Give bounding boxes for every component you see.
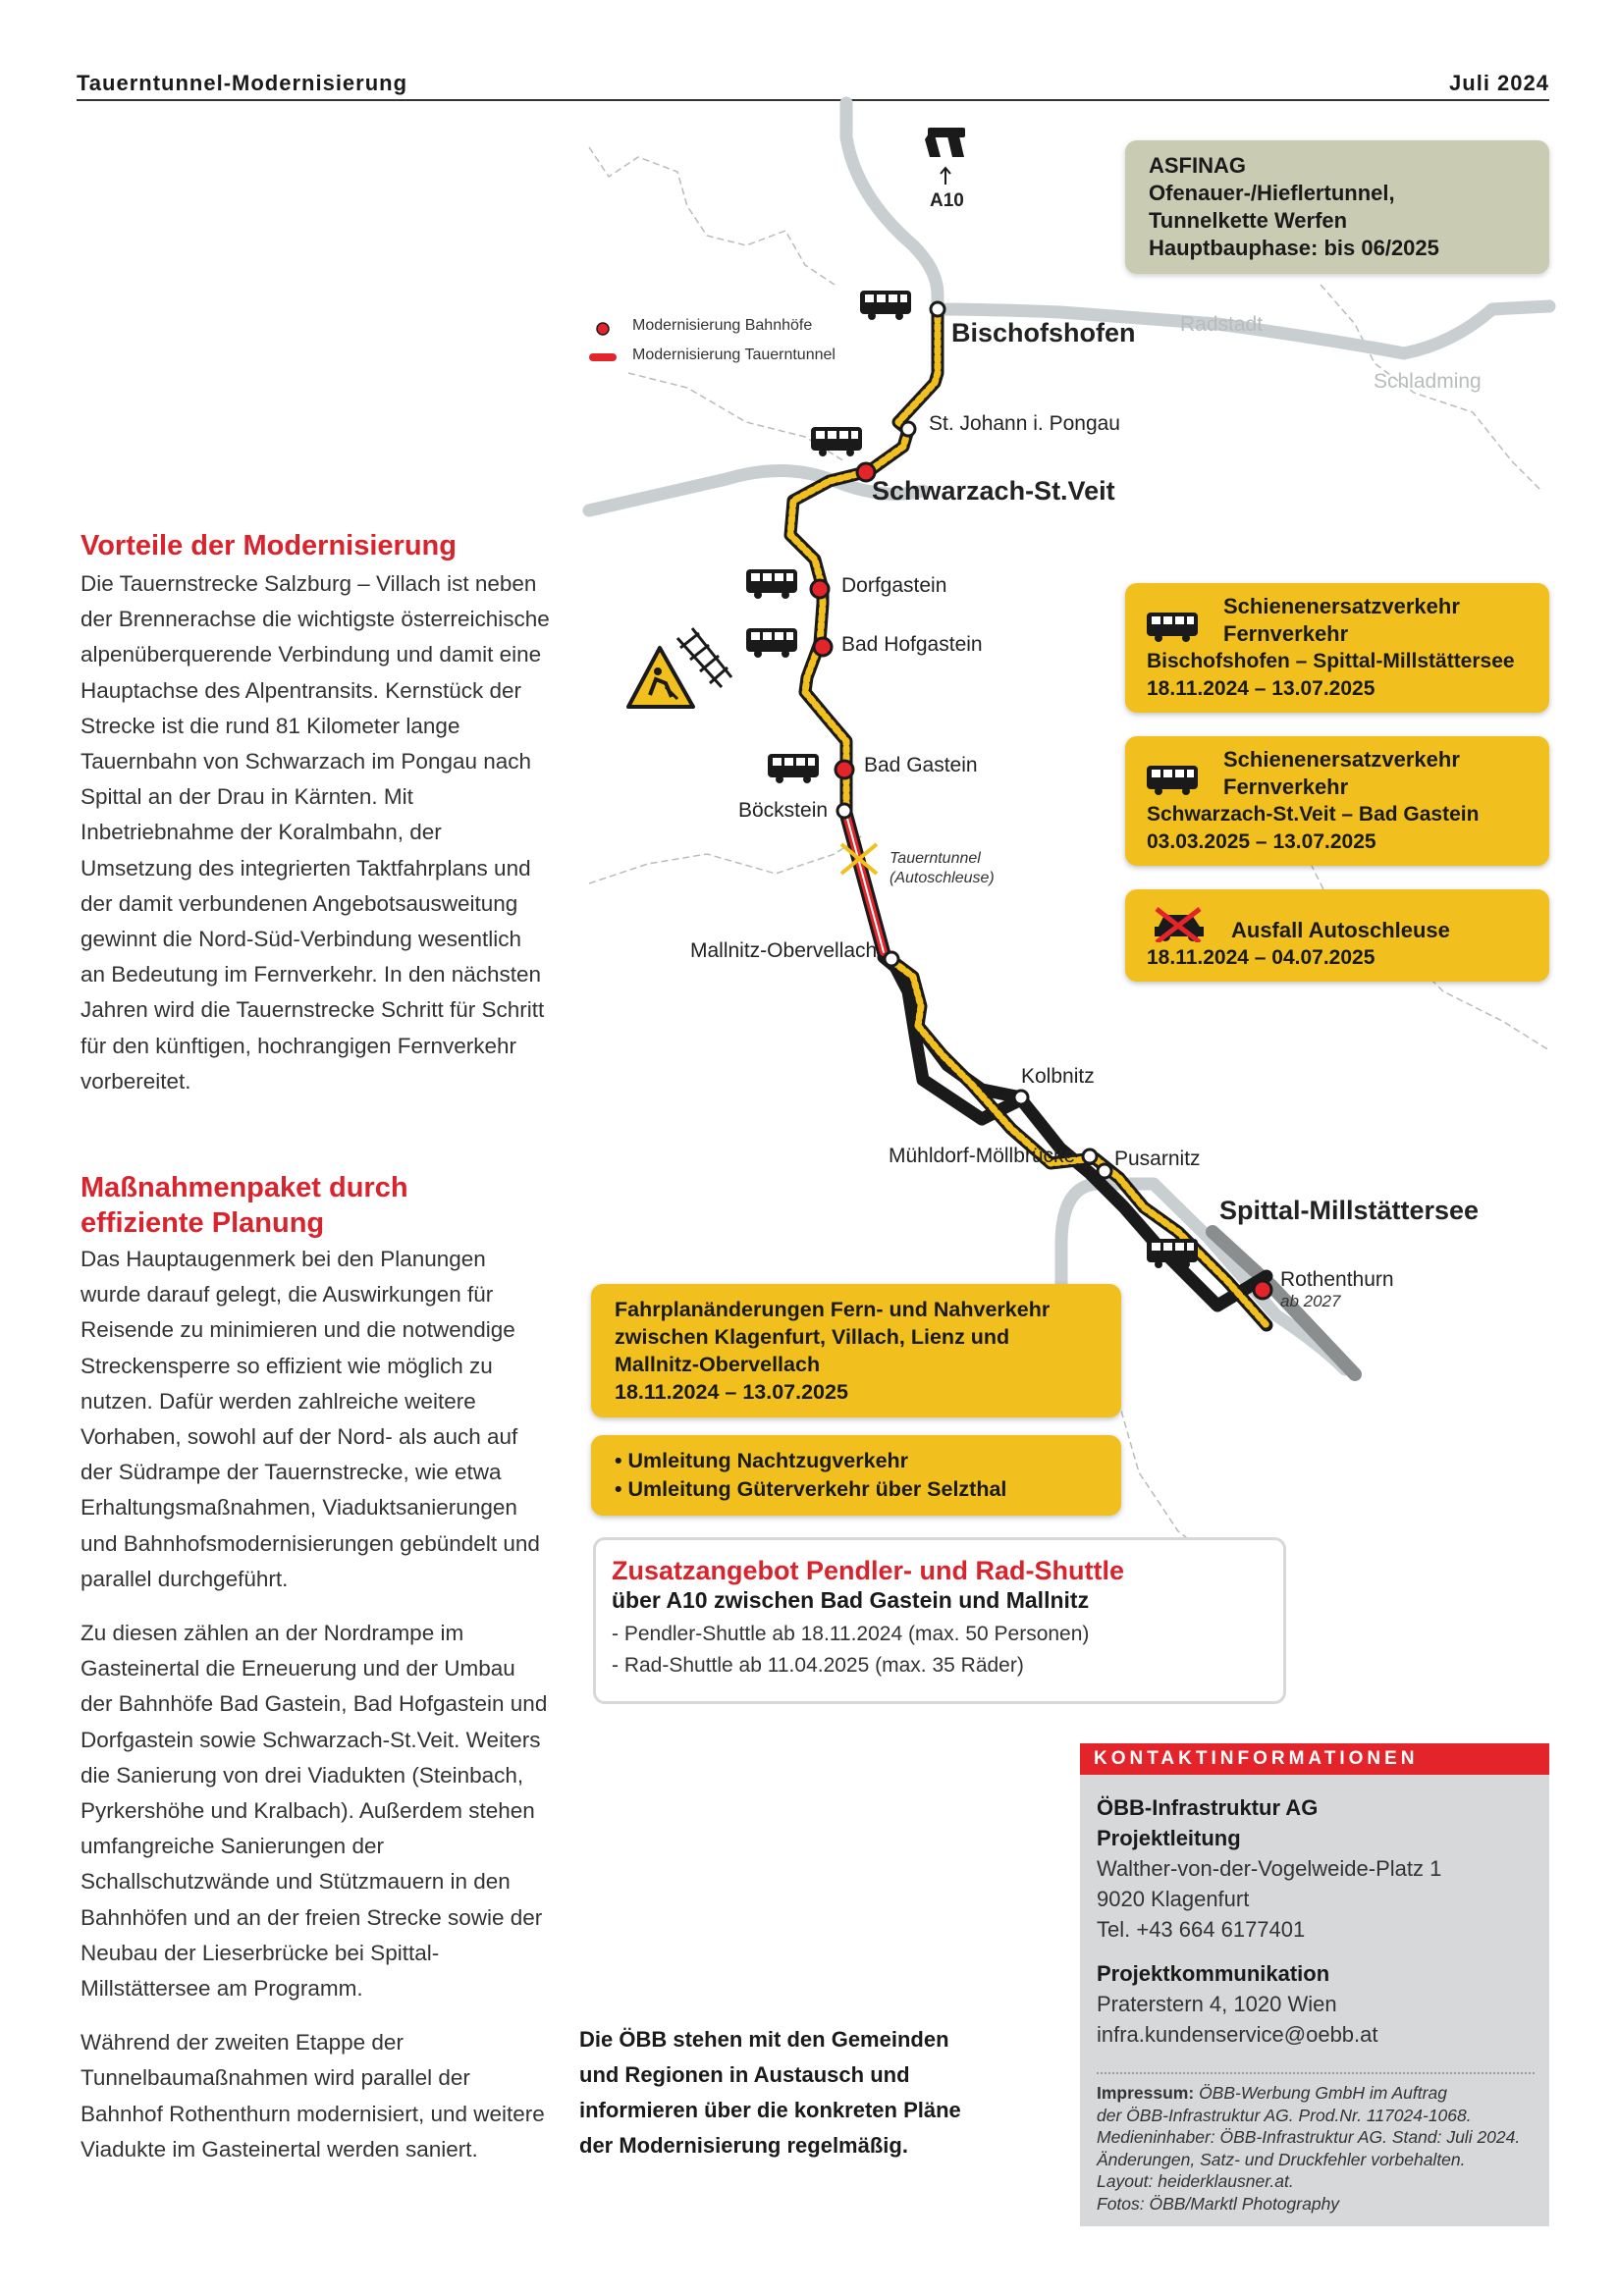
impressum-line4: Änderungen, Satz- und Druckfehler vorbehalten. (1097, 2149, 1466, 2169)
contact-divider (1097, 2072, 1535, 2074)
label-stjohann: St. Johann i. Pongau (929, 412, 1120, 435)
legend-tunnel-label: Modernisierung Tauerntunnel (632, 347, 836, 363)
sev1-route: Bischofshofen – Spittal-Millstättersee (1147, 650, 1515, 672)
bus-icon-schwarzach (811, 427, 862, 456)
contact-details (1097, 1792, 1538, 2050)
impressum-line2: der ÖBB-Infrastruktur AG. Prod.Nr. 117024-1068. (1097, 2105, 1472, 2125)
bus-icon-badhofgastein (746, 628, 797, 658)
label-schladming: Schladming (1374, 370, 1482, 393)
umleitung-line2: • Umleitung Güterverkehr über Selzthal (615, 1477, 1007, 1501)
note-line1: Die ÖBB stehen mit den Gemeinden (579, 2027, 949, 2052)
autoschleuse-box (1125, 889, 1549, 982)
bus-icon (1147, 766, 1206, 797)
station-pusarnitz (1098, 1164, 1111, 1178)
label-rothenthurn: Rothenthurn (1280, 1268, 1394, 1291)
shuttle-pendler: - Pendler-Shuttle ab 18.11.2024 (max. 50 Personen) (612, 1623, 1090, 1645)
note-line2: und Regionen in Austausch und (579, 2062, 910, 2087)
contact-org: ÖBB-Infrastruktur AG (1097, 1795, 1319, 1820)
station-badhofgastein (814, 638, 832, 656)
tauerntunnel-segment (846, 815, 884, 952)
sev-box-1 (1125, 583, 1549, 713)
umleitung-box (591, 1435, 1121, 1516)
heading-massnahmen-2: effiziente Planung (81, 1207, 325, 1239)
contact-address-1: Walther-von-der-Vogelweide-Platz 1 (1097, 1856, 1442, 1881)
label-tunnel: Tauerntunnel (890, 850, 981, 867)
sev2-route: Schwarzach-St.Veit – Bad Gastein (1147, 803, 1480, 826)
railway-south (893, 962, 1267, 1325)
station-kolbnitz (1014, 1091, 1028, 1104)
auto-dates: 18.11.2024 – 04.07.2025 (1147, 946, 1375, 969)
label-bischofshofen: Bischofshofen (951, 318, 1136, 347)
sev1-title: Schienenersatzverkehr (1223, 594, 1460, 618)
label-pusarnitz: Pusarnitz (1114, 1148, 1201, 1170)
sev1-dates: 18.11.2024 – 13.07.2025 (1147, 677, 1375, 700)
a10-label: A10 (930, 190, 964, 211)
impressum (1097, 2082, 1538, 2215)
label-badhofgastein: Bad Hofgastein (841, 633, 983, 656)
bus-icon-badgastein (768, 754, 819, 783)
fahrplan-line1: Fahrplanänderungen Fern- und Nahverkehr (615, 1298, 1051, 1321)
legend-station-label: Modernisierung Bahnhöfe (632, 317, 813, 334)
contact-pk-address: Praterstern 4, 1020 Wien (1097, 1992, 1337, 2016)
station-dorfgastein (811, 580, 829, 598)
station-badgastein (836, 761, 853, 778)
label-badgastein: Bad Gastein (864, 754, 978, 776)
station-boeckstein (837, 804, 851, 818)
station-muehldorf (1083, 1149, 1097, 1163)
note-line4: der Modernisierung regelmäßig. (579, 2133, 908, 2158)
sev2-dates: 03.03.2025 – 13.07.2025 (1147, 830, 1376, 853)
sev-box-2 (1125, 736, 1549, 866)
legend-station-dot (597, 323, 609, 335)
shuttle-rad: - Rad-Shuttle ab 11.04.2025 (max. 35 Räder) (612, 1654, 1024, 1677)
label-muehldorf: Mühldorf-Möllbrücke (889, 1145, 1076, 1167)
arrow-up-icon (941, 168, 950, 185)
station-mallnitz (885, 952, 898, 966)
contact-address-2: 9020 Klagenfurt (1097, 1887, 1250, 1911)
note-line3: informieren über die konkreten Pläne (579, 2098, 961, 2122)
contact-dept: Projektleitung (1097, 1826, 1241, 1850)
impressum-line6: Fotos: ÖBB/Marktl Photography (1097, 2193, 1340, 2214)
paragraph-nordrampe: Zu diesen zählen an der Nordrampe im Gasteinertal die Erneuerung und der Umbau der Bahnhöfe Bad Gastein, Bad Hofgastein und Dorfgastein sowie Schwarzach-St.Veit. Weiters die Sanierung von drei Viadukten (Steinbach, Pyrkershöhe und Kralbach). Außerdem stehen umfangreiche Sanierungen der Schallschutzwände und Stützmauern in den Bahnhöfen und an der freien Strecke sowie der Neubau der Lieserbrücke bei Spittal-Millstättersee am Programm. (81, 1621, 548, 2002)
contact-pk-title: Projektkommunikation (1097, 1961, 1330, 1986)
asfinag-box (1125, 140, 1549, 274)
document-title: Tauerntunnel-Modernisierung (77, 71, 408, 95)
station-stjohann (901, 422, 915, 436)
bus-icon-dorfgastein (746, 569, 797, 599)
text-vorteile (81, 566, 552, 1118)
car-crossed-icon (1153, 903, 1208, 942)
auto-title: Ausfall Autoschleuse (1231, 918, 1450, 942)
construction-sign-icon (628, 628, 731, 707)
station-bischofshofen (931, 302, 944, 316)
shuttle-box (593, 1537, 1286, 1704)
impressum-line1: ÖBB-Werbung GmbH im Auftrag (1194, 2083, 1447, 2103)
document-date: Juli 2024 (1449, 71, 1549, 95)
station-rothenthurn (1254, 1281, 1271, 1299)
fahrplan-box (591, 1284, 1121, 1417)
sev2-title: Schienenersatzverkehr (1223, 747, 1460, 772)
paragraph-vorteile: Die Tauernstrecke Salzburg – Villach ist neben der Brennerachse die wichtigste österreichische alpenüberquerende Verbindung und damit eine Hauptachse des Alpentransits. Kernstück der Strecke ist die rund 81 Kilometer lange Tauernbahn von Schwarzach im Pongau nach Spittal an der Drau in Kärnten. Mit Inbetriebnahme der Koralmbahn, der Umsetzung des integrierten Taktfahrplans und der damit verbundenen Angebotsausweitung gewinnt die Nord-Süd-Verbindung wesentlich an Bedeutung im Fernverkehr. In den nächsten Jahren wird die Tauernstrecke Schritt für Schritt für den künftigen, hochrangigen Fernverkehr vorbereitet. (81, 571, 550, 1094)
text-massnahmen (81, 1242, 552, 2186)
contact-email[interactable]: infra.kundenservice@oebb.at (1097, 2022, 1378, 2047)
asfinag-line3: Hauptbauphase: bis 06/2025 (1149, 236, 1439, 260)
asfinag-title: ASFINAG (1149, 153, 1246, 178)
label-spittal: Spittal-Millstättersee (1219, 1196, 1480, 1225)
label-boeckstein: Böckstein (738, 799, 829, 822)
heading-massnahmen-1: Maßnahmenpaket durch (81, 1172, 408, 1203)
heading-vorteile: Vorteile der Modernisierung (81, 530, 457, 561)
label-mallnitz: Mallnitz-Obervellach (690, 939, 878, 962)
fahrplan-dates: 18.11.2024 – 13.07.2025 (615, 1380, 848, 1404)
contact-phone: Tel. +43 664 6177401 (1097, 1917, 1306, 1942)
label-rothenthurn-note: ab 2027 (1280, 1292, 1341, 1310)
asfinag-line2: Tunnelkette Werfen (1149, 208, 1348, 233)
label-autoschleuse: (Autoschleuse) (890, 870, 995, 886)
bus-icon-bischofshofen (860, 291, 911, 320)
label-kolbnitz: Kolbnitz (1021, 1065, 1095, 1088)
label-radstadt: Radstadt (1180, 313, 1264, 336)
fahrplan-line2: zwischen Klagenfurt, Villach, Lienz und (615, 1325, 1010, 1349)
shuttle-subtitle: über A10 zwischen Bad Gastein und Mallnitz (612, 1587, 1090, 1613)
contact-heading: KONTAKTINFORMATIONEN (1080, 1743, 1549, 1775)
umleitung-line1: • Umleitung Nachtzugverkehr (615, 1449, 909, 1472)
impressum-line5: Layout: heiderklausner.at. (1097, 2171, 1294, 2191)
info-note (579, 2022, 961, 2163)
legend-tunnel-bar (589, 353, 617, 361)
bus-icon (1147, 613, 1206, 644)
shuttle-title: Zusatzangebot Pendler- und Rad-Shuttle (612, 1556, 1125, 1585)
fahrplan-line3: Mallnitz-Obervellach (615, 1353, 821, 1376)
label-dorfgastein: Dorfgastein (841, 574, 947, 597)
impressum-label: Impressum: (1097, 2083, 1195, 2103)
sev2-sub: Fernverkehr (1223, 774, 1349, 799)
label-schwarzach: Schwarzach-St.Veit (872, 476, 1115, 506)
sev1-sub: Fernverkehr (1223, 621, 1349, 646)
impressum-line3: Medieninhaber: ÖBB-Infrastruktur AG. Stand: Juli 2024. (1097, 2127, 1521, 2147)
motorway-icon (925, 128, 965, 157)
asfinag-line1: Ofenauer-/Hieflertunnel, (1149, 181, 1395, 205)
paragraph-massnahmen: Das Hauptaugenmerk bei den Planungen wurde darauf gelegt, die Auswirkungen für Reisende zu minimieren und die notwendige Streckensperre so effizient wie möglich zu nutzen. Dafür werden zahlreiche weitere Vorhaben, sowohl auf der Nord- als auch auf der Südrampe der Tauernstrecke, wie etwa Erhaltungsmaßnahmen, Viaduktsanierungen und Bahnhofsmodernisierungen gebündelt und parallel durchgeführt. (81, 1247, 540, 1591)
paragraph-zweite-etappe: Während der zweiten Etappe der Tunnelbaumaßnahmen wird parallel der Bahnhof Rothenthurn modernisiert, und weitere Viadukte im Gasteinertal werden saniert. (81, 2030, 545, 2162)
